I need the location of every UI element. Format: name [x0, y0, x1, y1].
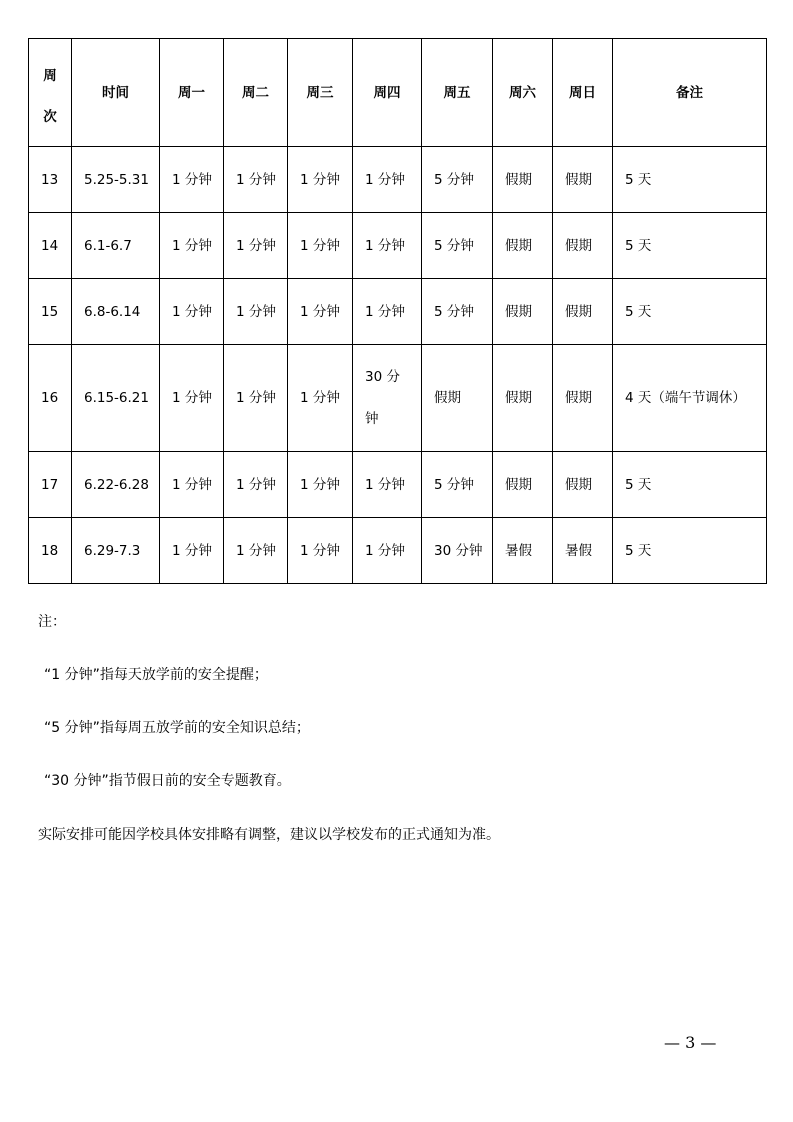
table-row — [29, 518, 767, 584]
header-fri: 周五 — [422, 39, 493, 147]
cell-wed: 1 分钟 — [288, 452, 353, 518]
cell-thu: 1 分钟 — [353, 452, 422, 518]
cell-thu-line1: 30 分 — [365, 369, 400, 385]
cell-sat: 暑假 — [493, 518, 553, 584]
cell-fri: 5 分钟 — [422, 279, 493, 345]
cell-week: 15 — [29, 279, 72, 345]
header-tue: 周二 — [224, 39, 288, 147]
note-five-minute: “5 分钟”指每周五放学前的安全知识总结； — [44, 720, 310, 736]
note-adjustment: 实际安排可能因学校具体安排略有调整，建议以学校发布的正式通知为准。 — [38, 827, 500, 843]
table-row — [29, 213, 767, 279]
cell-sat: 假期 — [493, 452, 553, 518]
cell-wed: 1 分钟 — [288, 279, 353, 345]
table-row — [29, 147, 767, 213]
schedule-table — [28, 38, 767, 584]
header-note: 备注 — [613, 39, 767, 147]
cell-time: 6.8-6.14 — [72, 279, 160, 345]
header-thu: 周四 — [353, 39, 422, 147]
cell-note: 5 天 — [613, 452, 767, 518]
cell-thu: 1 分钟 — [353, 518, 422, 584]
cell-time: 6.15-6.21 — [72, 345, 160, 452]
table-row — [29, 345, 767, 452]
cell-sun: 假期 — [553, 213, 613, 279]
table-row — [29, 279, 767, 345]
cell-sun: 假期 — [553, 147, 613, 213]
cell-sun: 假期 — [553, 452, 613, 518]
cell-tue: 1 分钟 — [224, 147, 288, 213]
cell-time: 6.29-7.3 — [72, 518, 160, 584]
cell-mon: 1 分钟 — [160, 345, 224, 452]
page-number: — 3 — — [664, 1033, 717, 1052]
cell-mon: 1 分钟 — [160, 213, 224, 279]
cell-fri: 30 分钟 — [422, 518, 493, 584]
cell-fri: 5 分钟 — [422, 452, 493, 518]
cell-week: 17 — [29, 452, 72, 518]
cell-thu — [353, 345, 422, 452]
cell-mon: 1 分钟 — [160, 147, 224, 213]
cell-note: 5 天 — [613, 213, 767, 279]
cell-tue: 1 分钟 — [224, 213, 288, 279]
cell-fri: 5 分钟 — [422, 147, 493, 213]
cell-note: 5 天 — [613, 518, 767, 584]
cell-tue: 1 分钟 — [224, 518, 288, 584]
cell-sat: 假期 — [493, 147, 553, 213]
cell-sat: 假期 — [493, 279, 553, 345]
table-row — [29, 452, 767, 518]
cell-wed: 1 分钟 — [288, 345, 353, 452]
cell-week: 14 — [29, 213, 72, 279]
cell-sun: 暑假 — [553, 518, 613, 584]
cell-time: 6.1-6.7 — [72, 213, 160, 279]
cell-note: 5 天 — [613, 147, 767, 213]
cell-thu: 1 分钟 — [353, 279, 422, 345]
cell-mon: 1 分钟 — [160, 518, 224, 584]
cell-wed: 1 分钟 — [288, 213, 353, 279]
header-sun: 周日 — [553, 39, 613, 147]
cell-week: 18 — [29, 518, 72, 584]
cell-sun: 假期 — [553, 345, 613, 452]
cell-thu-line2: 钟 — [365, 411, 379, 427]
table-header-row — [29, 39, 767, 147]
cell-wed: 1 分钟 — [288, 147, 353, 213]
cell-wed: 1 分钟 — [288, 518, 353, 584]
cell-time: 5.25-5.31 — [72, 147, 160, 213]
cell-fri: 假期 — [422, 345, 493, 452]
cell-tue: 1 分钟 — [224, 452, 288, 518]
header-week: 周 次 — [29, 39, 72, 147]
cell-week: 13 — [29, 147, 72, 213]
cell-sat: 假期 — [493, 213, 553, 279]
cell-mon: 1 分钟 — [160, 452, 224, 518]
cell-sun: 假期 — [553, 279, 613, 345]
header-wed: 周三 — [288, 39, 353, 147]
cell-mon: 1 分钟 — [160, 279, 224, 345]
cell-note: 4 天（端午节调休） — [613, 345, 767, 452]
cell-tue: 1 分钟 — [224, 279, 288, 345]
cell-sat: 假期 — [493, 345, 553, 452]
cell-fri: 5 分钟 — [422, 213, 493, 279]
header-time: 时间 — [72, 39, 160, 147]
header-mon: 周一 — [160, 39, 224, 147]
cell-tue: 1 分钟 — [224, 345, 288, 452]
cell-time: 6.22-6.28 — [72, 452, 160, 518]
cell-thu: 1 分钟 — [353, 213, 422, 279]
cell-thu: 1 分钟 — [353, 147, 422, 213]
header-sat: 周六 — [493, 39, 553, 147]
notes-label: 注： — [38, 614, 66, 630]
cell-note: 5 天 — [613, 279, 767, 345]
cell-week: 16 — [29, 345, 72, 452]
note-thirty-minute: “30 分钟”指节假日前的安全专题教育。 — [44, 773, 291, 789]
note-one-minute: “1 分钟”指每天放学前的安全提醒； — [44, 667, 268, 683]
